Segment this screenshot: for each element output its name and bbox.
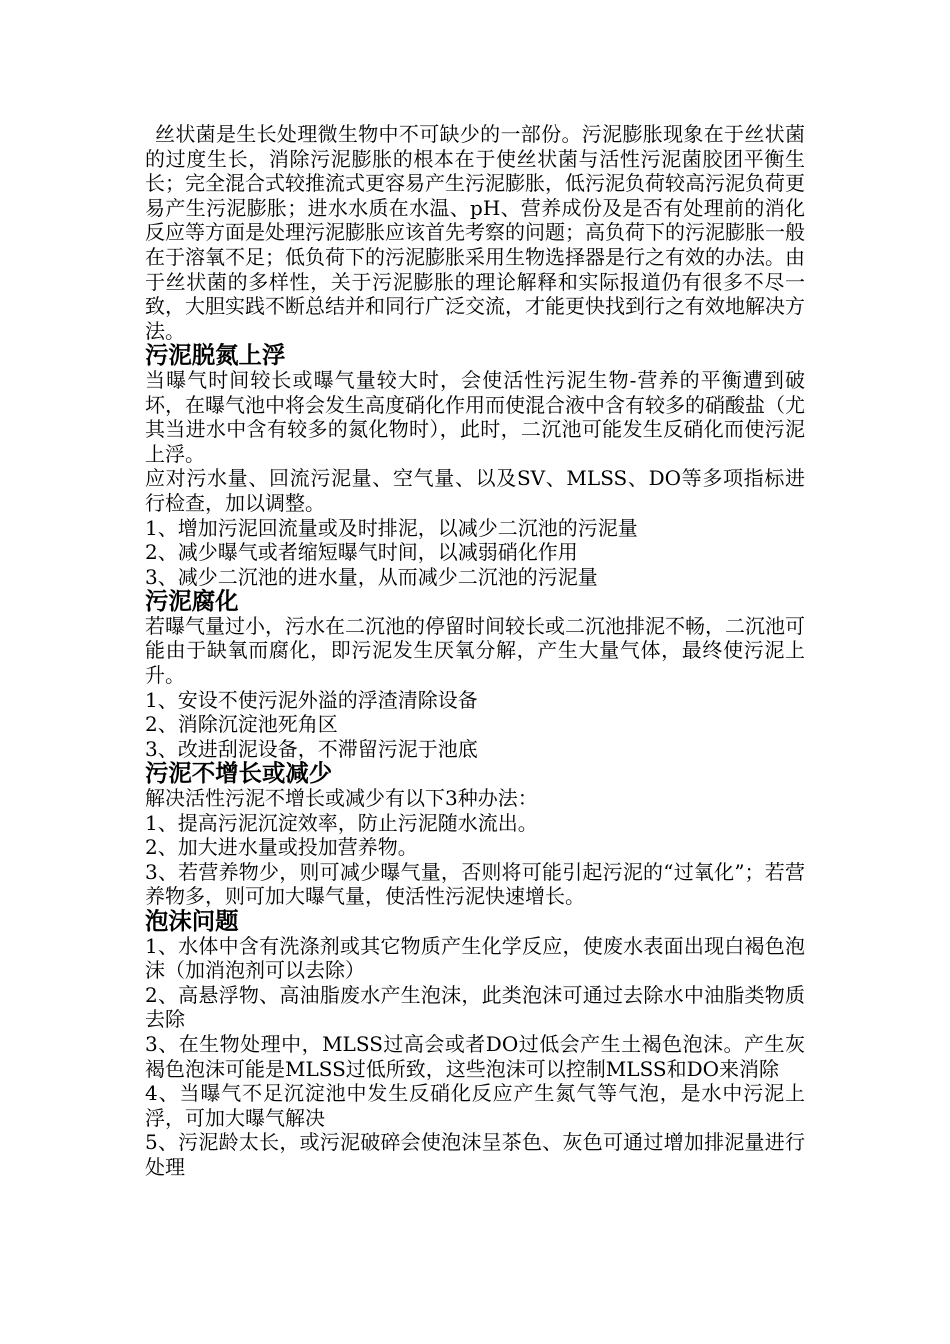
list-item: 2、消除沉淀池死角区 (145, 712, 338, 737)
paragraph: 解决活性污泥不增长或减少有以下3种办法： (145, 786, 538, 811)
list-item: 1、水体中含有洗涤剂或其它物质产生化学反应，使废水表面出现白褐色泡沫（加消泡剂可以去除） (145, 933, 805, 983)
list-item: 3、若营养物少，则可减少曝气量，否则将可能引起污泥的“过氧化”；若营养物多，则可加大曝气量，使活性污泥快速增长。 (145, 859, 805, 909)
section-heading-denitrification: 污泥脱氮上浮 (145, 341, 286, 370)
list-item: 2、减少曝气或者缩短曝气时间，以减弱硝化作用 (145, 540, 578, 565)
list-item: 1、增加污泥回流量或及时排泥，以减少二沉池的污泥量 (145, 515, 638, 540)
section-heading-sludge-growth: 污泥不增长或减少 (145, 759, 333, 788)
list-item: 1、安设不使污泥外溢的浮渣清除设备 (145, 687, 478, 712)
list-item: 5、污泥龄太长，或污泥破碎会使泡沫呈茶色、灰色可通过增加排泥量进行处理 (145, 1130, 805, 1179)
paragraph: 应对污水量、回流污泥量、空气量、以及SV、MLSS、DO等多项指标进行检查，加以调整。 (145, 466, 805, 515)
list-item: 4、当曝气不足沉淀池中发生反硝化反应产生氮气等气泡，是水中污泥上浮，可加大曝气解决 (145, 1081, 805, 1130)
paragraph: 当曝气时间较长或曝气量较大时，会使活性污泥生物-营养的平衡遭到破坏，在曝气池中将会发生高度硝化作用而使混合液中含有较多的硝酸盐（尤其当进水中含有较多的氮化物时），此时，二沉池可能发生反硝化而使污泥上浮。 (145, 367, 805, 466)
list-item: 3、改进刮泥设备，不滞留污泥于池底 (145, 736, 478, 761)
list-item: 2、加大进水量或投加营养物。 (145, 835, 418, 860)
list-item: 3、在生物处理中，MLSS过高会或者DO过低会产生土褐色泡沫。产生灰褐色泡沫可能是MLSS过低所致，这些泡沫可以控制MLSS和DO来消除 (145, 1031, 805, 1081)
list-item: 1、提高污泥沉淀效率，防止污泥随水流出。 (145, 810, 538, 835)
document-page (145, 122, 805, 1180)
section-heading-foam: 泡沫问题 (145, 907, 239, 935)
list-item: 3、减少二沉池的进水量，从而减少二沉池的污泥量 (145, 564, 598, 589)
section-heading-sludge-rot: 污泥腐化 (145, 587, 239, 616)
list-item: 2、高悬浮物、高油脂废水产生泡沫，此类泡沫可通过去除水中油脂类物质去除 (145, 982, 805, 1032)
paragraph: 若曝气量过小，污水在二沉池的停留时间较长或二沉池排泥不畅，二沉池可能由于缺氧而腐化，即污泥发生厌氧分解，产生大量气体，最终使污泥上升。 (145, 613, 805, 688)
intro-paragraph: 丝状菌是生长处理微生物中不可缺少的一部份。污泥膨胀现象在于丝状菌的过度生长，消除污泥膨胀的根本在于使丝状菌与活性污泥菌胶团平衡生长；完全混合式较推流式更容易产生污泥膨胀，低污泥负荷较高污泥负荷更易产生污泥膨胀；进水水质在水温、pH、营养成份及是否有处理前的消化反应等方面是处理污泥膨胀应该首先考察的问题；高负荷下的污泥膨胀一般在于溶氧不足；低负荷下的污泥膨胀采用生物选择器是行之有效的办法。由于丝状菌的多样性，关于污泥膨胀的理论解释和实际报道仍有很多不尽一致，大胆实践不断总结并和同行广泛交流，才能更快找到行之有效地解决方法。 (145, 122, 805, 343)
